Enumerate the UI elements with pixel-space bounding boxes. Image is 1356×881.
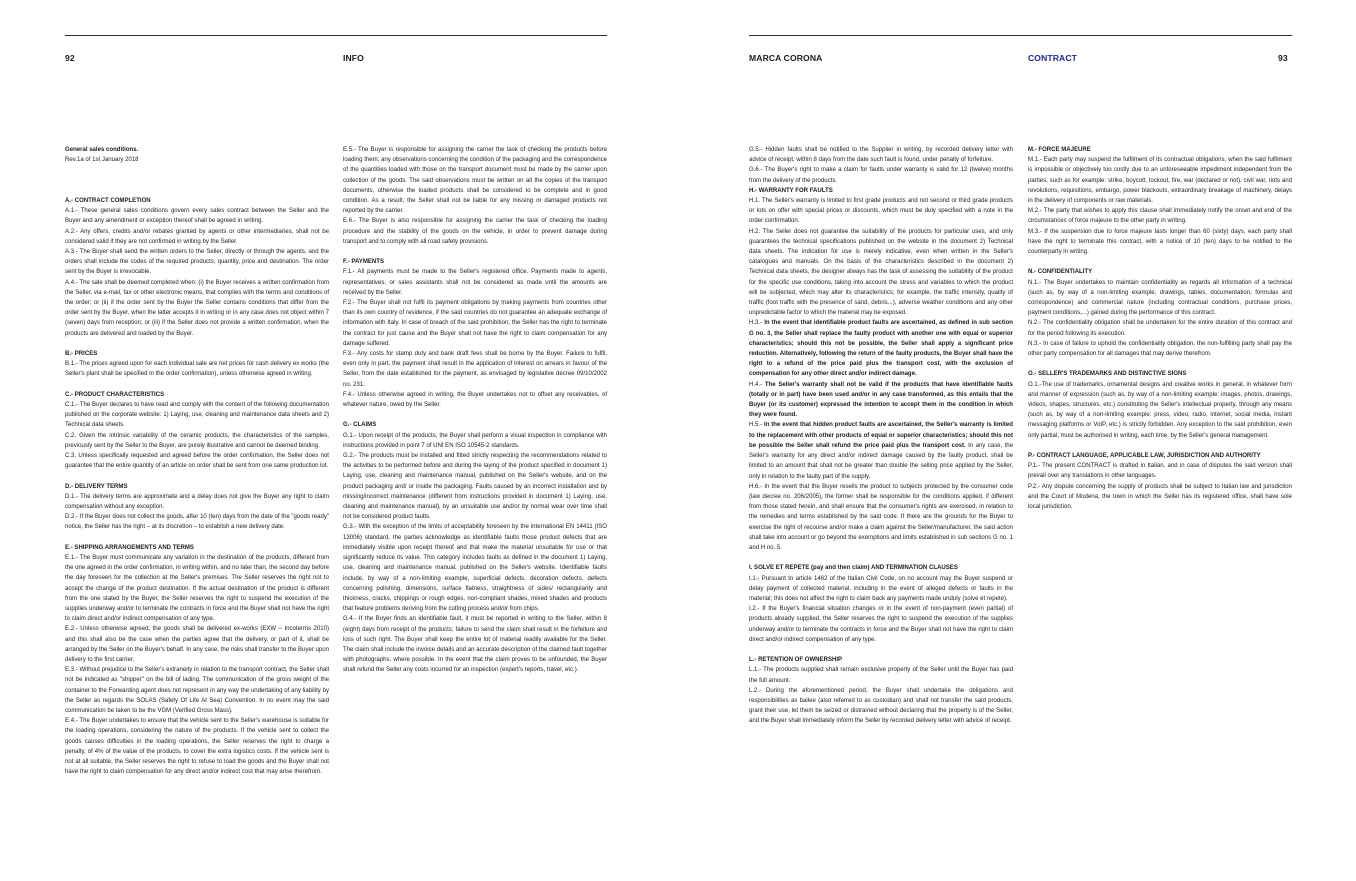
clause-h5-bold-text: In the event that hidden product faults are ascertained, the Seller's warranty is limited to the replacement with other products of equal or superior characteristics; should this not be possible the Seller shall refund the price paid plus the transport cost.: [749, 422, 1013, 449]
section-h-heading: H.- WARRANTY FOR FAULTS: [749, 187, 833, 194]
clause-n1: N.1.- The Buyer undertakes to maintain confidentiality as regards all information of a technical (such as, by way of a non-limiting example, drawings, tables, documentation, formulas and correspondence) and commercial nature (including contractual conditions, purchase prices, payment conditions,...) gained during the performance of this contract.: [1028, 279, 1292, 317]
section-a-heading: A.- CONTRACT COMPLETION: [65, 197, 151, 204]
section-l-heading: L.- RETENTION OF OWNERSHIP: [749, 657, 843, 664]
column-2: [343, 145, 607, 676]
section-n-heading: N.- CONFIDENTIALITY: [1028, 269, 1093, 276]
section-c-heading: C.- PRODUCT CHARACTERISTICS: [65, 391, 165, 398]
clause-p1: P.1.- The present CONTRACT is drafted in Italian, and in case of disputes the said version shall prevail over any translations in other languages.: [1028, 463, 1292, 480]
clause-e3: E.3.- Without prejudice to the Seller's extraneity in relation to the transport contract, the Seller shall not be indicated as "shipper" on the bill of lading. The communication of the gross weight of the container to the Forwarding agent does not represent in any way the undertaking of any liability by the Seller as regards the SOLAS (Safety Of Life At Sea) Convention. In no event may the said communication be taken to be the VGM (Verified Gross Mass).: [65, 667, 329, 715]
clause-g4: G.4.- If the Buyer finds an identifiable fault, it must be reported in writing to the Seller, within 8 (eight) days from receipt of the products; failure to send the claim shall result in the forfeiture and loss of such right. The Buyer shall keep the entire lot of material readily available for the Seller. The claim shall include the invoice details and an accurate description of the claimed fault together with photographs, where possible. In the event that the claim proves to be unfounded, the Buyer shall refund the Seller any costs incurred for an inspection (expert's reports, travel, etc.).: [343, 616, 607, 674]
section-b-heading: B.- PRICES: [65, 351, 98, 357]
clause-n2: N.2.- The confidentiality obligation shall be undertaken for the entire duration of this contract and for the period following its execution.: [1028, 320, 1292, 337]
clause-i1: I.1.- Pursuant to article 1462 of the Italian Civil Code, on no account may the Buyer suspend or delay payment of collected material, including in the event of alleged defects or faults in the material; this does not affect the right to claim back any payments made unduly (solve et repete).: [749, 575, 1013, 602]
document-revision: Rev.1a of 1st January 2018: [65, 157, 139, 164]
header-rule-left: [65, 35, 607, 36]
left-section-label: INFO: [343, 53, 364, 63]
clause-g1: G.1.- Upon receipt of the products, the Buyer shall perform a visual inspection in compliance with instructions provided in point 7 of UNI EN ISO 10545-2 standards.: [343, 432, 607, 449]
clause-h4-label: H.4.-: [749, 381, 763, 388]
left-page-number: 92: [65, 53, 75, 63]
section-f-heading: F.- PAYMENTS: [343, 259, 384, 266]
clause-e1: E.1.- The Buyer must communicate any variation in the destination of the products, different from the one agreed in the order confirmation, in writing within, and no later than, the second day before the day foreseen for the collection at the Seller's premises. The Seller reserves the right not to accept the change of the product destination. If the actual destination of the product is different from the one stated by the Buyer, the Seller reserves the right to suspend the execution of the supplies underway and/or to terminate the contracts in force and the Buyer shall not have the right to claim direct and/or indirect compensation of any type.: [65, 555, 329, 623]
clause-c3: C.3. Unless specifically requested and agreed before the order confirmation, the Seller does not guarantee that the entire quantity of an article on order shall be sent from one same production lot.: [65, 453, 329, 470]
section-i-heading: I. SOLVE ET REPETE (pay and then claim) AND TERMINATION CLAUSES: [749, 565, 958, 572]
clause-h3-label: H.3.-: [749, 320, 763, 327]
clause-d1: D.1.- The delivery terms are approximate and a delay does not give the Buyer any right to claim compensation without any exception.: [65, 493, 329, 511]
clause-m3: M.3.- If the suspension due to force majeure lasts longer than 60 (sixty) days, each party shall have the right to terminate this contract, with a notice of 10 (ten) days to be notified to the counterparty in writing.: [1028, 228, 1292, 256]
right-page-number: 93: [1278, 53, 1288, 63]
clause-f3: F.3.- Any costs for stamp duty and bank draft fees shall be borne by the Buyer. Failure to fulfil, even only in part, the payment shall result in the application of interest on arrears in favour of the Seller, from the date established for the payment, as envisaged by legislative decree 09/10/2002 no. 231.: [343, 351, 607, 388]
clause-a1: A.1.- These general sales conditions govern every sales contract between the Seller and the Buyer and any amendment or exception thereof shall be agreed in writing.: [65, 208, 329, 225]
clause-e2: E.2.- Unless otherwise agreed, the goods shall be delivered ex-works (EXW – Incoterms 2010) and this shall also be the case when the parties agree that the delivery, or part of it, shall be arranged by the Seller on the Buyer's behalf. In any case, the risks shall transfer to the Buyer upon delivery to the first carrier.: [65, 626, 329, 664]
clause-e4: E.4.- The Buyer undertakes to ensure that the vehicle sent to the Seller's warehouse is suitable for the loading operations, considering the nature of the products. If the vehicle sent to collect the goods causes difficulties in the loading operations, the Seller reserves the right to charge a penalty, of 4% of the value of the products, to cover the extra logistics costs. If the vehicle sent is not at all suitable, the Seller reserves the right to refuse to load the goods and the Buyer shall not have the right to claim compensation for any direct and/or indirect cost that may arise therefrom.: [65, 718, 329, 776]
clause-f4: F.4.- Unless otherwise agreed in writing, the Buyer undertakes not to offset any receivables, of whatever nature, owed by the Seller.: [343, 391, 607, 409]
section-o-heading: O.- SELLER'S TRADEMARKS AND DISTINCTIVE SIGNS: [1028, 371, 1187, 378]
clause-p2: P.2.- Any dispute concerning the supply of products shall be subject to Italian law and jurisdiction and the Court of Modena, the town in which the Seller has its registered office, shall have sole local jurisdiction.: [1028, 483, 1292, 511]
clause-a4: A.4.- The sale shall be deemed completed when: (i) the Buyer receives a written confirmation from the Seller, via e-mail, fax or other electronic means, that complies with the terms and conditions of the order; or (ii) if the order sent by the Buyer the Seller contains conditions that differ from the order sent by the Buyer, when the latter accepts it in writing or in any case does not object within 7 (seven) days from reception; or (iii) if the Seller does not provide a written confirmation, when the products are delivered and loaded by the Buyer.: [65, 279, 329, 337]
clause-i2: I.2.- If the Buyer's financial situation changes or in the event of non-payment (even partial) of products already supplied, the Seller reserves the right to suspend the execution of the supplies underway and/or to terminate the contracts in force and the Buyer shall not have the right to claim direct and/or indirect compensation of any type.: [749, 606, 1013, 643]
section-m-heading: M.- FORCE MAJEURE: [1028, 147, 1091, 153]
clause-c1: C.1.- The Buyer declares to have read and comply with the content of the following documentation published on the corporate website: 1) Laying, use, cleaning and maintenance data sheets and 2) Technical data sheets.: [65, 402, 329, 429]
clause-g2: G.2.- The products must be installed and fitted strictly respecting the recommendations related to the activities to be performed before and during the laying of the product specified in document 1) Laying, use, cleaning and maintenance manual, published on the Seller's website, and on the product packaging and/ or inside the packaging. Faults caused by an incorrect installation and by missing/incorrect maintenance (different from instructions provided in document 1) Laying, use, cleaning and maintenance manual), by an unsuitable use and/or by normal wear over time shall not be considered product faults.: [343, 453, 607, 521]
column-1: [65, 145, 329, 777]
clause-m2: M.2.- The party that wishes to apply this clause shall immediately notify the onset and end of the circumstances of force majeure to the other party in writing.: [1028, 208, 1292, 225]
clause-f2: F.2.- The Buyer shall not fulfil its payment obligations by making payments from countries other than its own country of residence, if the said countries do not guarantee an adequate exchange of information with Italy. In case of breach of the said prohibition, the Seller has the right to terminate the contract for just cause and the Buyer shall not have the right to claim compensation for any damage suffered.: [343, 300, 607, 347]
clause-h6: H.6.- In the event that the Buyer resells the product to subjects protected by the consumer code (law decree no. 206/2005), the former shall be responsible for the conditions applied, if different from those stated herein, and shall ensure that the consumer's rights are exercised, in relation to the remedies and terms established by the said code. If there are the grounds for the Buyer to exercise the right of recourse and/or make a claim against the Seller/manufacturer, the said action shall take into account or go beyond the exemptions and limits established in sub sections G no. 1 and H no. 5.: [749, 483, 1013, 551]
clause-h1: H.1. The Seller's warranty is limited to first grade products and not second or third grade products or lots on offer with special prices or discounts, which must be duly specified with a note in the order confirmation.: [749, 198, 1013, 225]
clause-c2: C.2. Given the intrinsic variability of the ceramic products, the characteristics of the samples, previously sent by the Seller to the Buyer, are purely illustrative and cannot be deemed binding.: [65, 432, 329, 449]
section-d-heading: D.- DELIVERY TERMS: [65, 483, 128, 490]
clause-f1: F.1.- All payments must be made to the Seller's registered office. Payments made to agents, representatives, or sales assistants shall not be considered as made until the amounts are received by the Seller.: [343, 269, 607, 296]
clause-h3-text: In the event that identifiable product faults are ascertained, as defined in sub section G no. 3, the Seller shall replace the faulty product with another one with equal or superior characteristics; should this not be possible, the Seller shall apply a significant price reduction. Alternatively, following the return of the faulty products, the Buyer shall have the right to a refund of the price paid plus the transport cost, with the exclusion of compensation for any other direct and/or indirect damage.: [749, 320, 1014, 378]
clause-b1: B.1.- The prices agreed upon for each individual sale are net prices for cash delivery ex works (the Seller's plant shall be specified in the order confirmation), unless otherwise agreed in writing.: [65, 361, 329, 378]
right-section-label: CONTRACT: [1028, 53, 1078, 63]
section-e-heading: E.- SHIPPING ARRANGEMENTS AND TERMS: [65, 544, 194, 551]
clause-h4-text: The Seller's warranty shall not be valid if the products that have identifiable faults (totally or in part) have been used and/or in any case transformed, as this entails that the Buyer (or its customer) expressed the intention to accept them in the condition in which they were found.: [749, 381, 1013, 419]
clause-g3: G.3.- With the exception of the limits of acceptability foreseen by the international EN 14411 (ISO 13006) standard, the parties acknowledge as identifiable faults those product defects that are immediately visible upon receipt thereof and that make the material unsuitable for use or that significantly reduce its value. This category includes faults as defined in the document 1) Laying, use, cleaning and maintenance manual, published on the Seller's website. Identifiable faults include, by way of a non-limiting example, superficial defects, decoration defects, defects concerning polishing, dimensions, surface flatness, straightness of sides/ rectangularity and thickness, cracks, chippings or rough edges, non-compliant shades, mixed shades and products that feature problems deriving from the cutting process and/or from chips.: [343, 524, 607, 613]
brand-label: MARCA CORONA: [749, 53, 823, 63]
clause-l2: L.2.- During the aforementioned period, the Buyer shall undertake the obligations and responsibilities as bailee (also referred to as custodian) and shall not transfer the said products, grant their use, let them be seized or distrained without declaring that the property is of the Seller, and the Buyer shall immediately inform the Seller by recorded delivery letter with advice of receipt.: [749, 687, 1013, 725]
clause-h3: [749, 318, 1013, 379]
header-rule-right: [749, 35, 1292, 36]
clause-l1: L.1.- The products supplied shall remain exclusive property of the Seller until the Buyer has paid the full amount.: [749, 667, 1013, 684]
clause-d2: D.2.- If the Buyer does not collect the goods, after 10 (ten) days from the date of the "goods ready" notice, the Seller has the right – at its discretion – to establish a new delivery date.: [65, 514, 329, 531]
clause-h5: [749, 420, 1013, 481]
clause-e5: E.5.- The Buyer is responsible for assigning the carrier the task of checking the products before loading them; any observations concerning the condition of the packaging and the correspondence of the quantities loaded with those on the transport document must be made by the carrier upon collection of the goods. The said observations must be written on all the copies of the transport documents, otherwise the loaded products shall be considered to be complete and in good condition. As a result, the Seller shall not be liable for any missing or damaged products not reported by the carrier.: [343, 147, 607, 215]
clause-a2: A.2.- Any offers, credits and/or rebates granted by agents or other intermediaries, shall not be considered valid if they are not confirmed in writing by the Seller.: [65, 228, 329, 245]
section-g-heading: G.- CLAIMS: [343, 422, 377, 429]
clause-h5-label: H.5.-: [749, 422, 763, 429]
clause-g6: G.6.- The Buyer's right to make a claim for faults under warranty is valid for 12 (twelve) months from the delivery of the products.: [749, 167, 1013, 184]
clause-h4: [749, 380, 1013, 421]
column-4: [1028, 145, 1292, 512]
clause-a3: A.3.- The Buyer shall send the written orders to the Seller, directly or through the agents, and the orders shall include the codes of the required products, quantity, price and destination. The order sent by the Buyer is irrevocable.: [65, 248, 329, 276]
document-title: General sales conditions.: [65, 147, 139, 153]
clause-h2: H.2. The Seller does not guarantee the suitability of the products for particular uses, and only guarantees the technical specifications published on the website in the document 2) Technical data sheets. The indication for use is merely indicative, even when written in the Seller's catalogues and manuals. On the basis of the characteristics described in the document 2) Technical data sheets, the designer always has the task of assessing the suitability of the product for the specific use conditions, taking into account the stress and variables to which the product will be subjected, which may alter its characteristics; for example, the traffic intensity, quality of traffic (foot traffic with the presence of sand, debris...), adverse weather conditions and any other unpredictable factor to which the material may be exposed.: [749, 228, 1013, 317]
column-3: [749, 145, 1013, 727]
clause-o1: O.1.-The use of trademarks, ornamental designs and creative works in general, in whatever form and manner of expression (such as, by way of a non-limiting example: images, photos, drawings, videos, shapes, structures, etc.) constituting the Seller's intellectual property, through any means (such as, by way of a non-limiting example: press, video, radio, internet, social media, instant messaging platforms or VoIP, etc.) is strictly forbidden. Any exception to the said prohibition, even only partial, must be authorised in writing, each time, by the Seller's general management.: [1028, 381, 1292, 439]
section-p-heading: P.- CONTRACT LANGUAGE, APPLICABLE LAW, JURISDICTION AND AUTHORITY: [1028, 453, 1261, 460]
clause-e6: E.6.- The Buyer is also responsible for assigning the carrier the task of checking the loading procedure and the stability of the goods on the vehicle, in order to prevent damage during transport and to comply with all road safety provisions.: [343, 218, 607, 245]
clause-h5-rest-text: In any case, the Seller's warranty for any direct and/or indirect damage caused by the faulty product, shall be limited to an amount that shall not be greater than double the selling price applied by the Seller, only in relation to the faulty part of the supply.: [749, 442, 1013, 480]
clause-m1: M.1.- Each party may suspend the fulfilment of its contractual obligations, when the said fulfilment is impossible or objectively too costly due to an unforeseeable impediment independent from the parties, such as for example: strike, boycott, lockout, fire, war (declared or not), civil war, riots and revolutions, requisitions, embargo, power blackouts, extraordinary breakage of machinery, delays in the delivery of components or raw materials.: [1028, 157, 1292, 205]
clause-g5: G.5.- Hidden faults shall be notified to the Supplier in writing, by recorded delivery letter with advice of receipt, within 8 days from the date such fault is found, under penalty of forfeiture.: [749, 147, 1013, 164]
clause-n3: N.3.- In case of failure to uphold the confidentiality obligation, the non-fulfilling party shall pay the other party compensation for all damages that may derive therefrom.: [1028, 340, 1292, 358]
